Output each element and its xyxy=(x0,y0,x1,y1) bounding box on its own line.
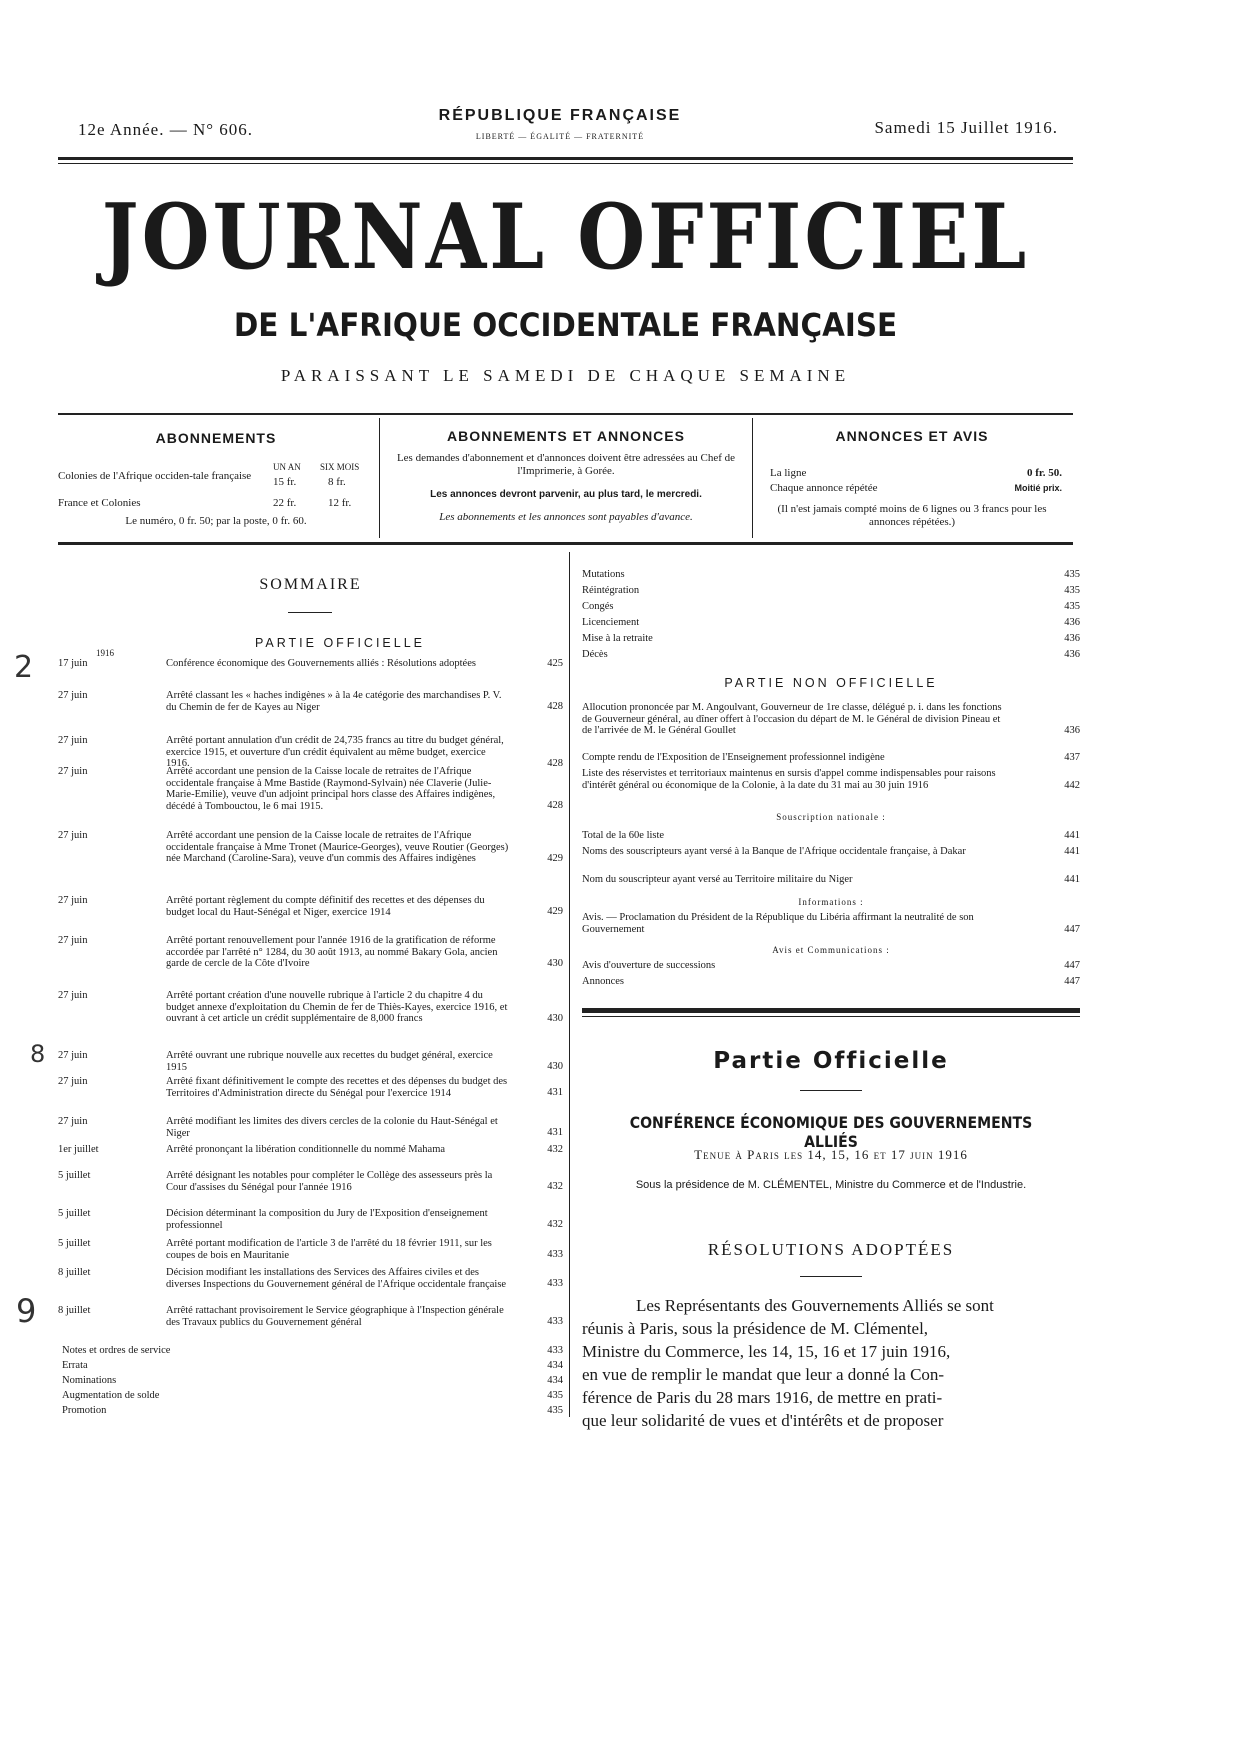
sommaire-underline xyxy=(288,612,332,613)
abonnements-box xyxy=(58,420,374,527)
col-un-an: UN AN xyxy=(273,462,301,472)
right-entry-page: 436 xyxy=(1064,617,1080,628)
column-divider xyxy=(569,552,570,1417)
right-entry-page: 435 xyxy=(1064,569,1080,580)
non-officielle-entry xyxy=(582,768,1080,791)
abonnements-annonces-heading: ABONNEMENTS ET ANNONCES xyxy=(447,428,685,444)
avis-entry xyxy=(582,960,1080,972)
entry-date: 27 juin xyxy=(58,690,88,701)
souscription-entry xyxy=(582,830,1080,842)
entry-text: Arrêté accordant une pension de la Caisse locale de retraites de l'Afrique occidentale française à Mme Bastide (Raymond-Sylvain) née Claverie (Julie-Marie-Emilie), veuve d'un adjoint principal hors classe des Affaires indigènes, décédé à Tombouctou, le 6 mai 1915. xyxy=(166,766,496,812)
souscription-entry-text: Noms des souscripteurs ayant versé à la Banque de l'Afrique occidentale française, à Dakar xyxy=(582,846,966,857)
souscription-entry-text: Nom du souscripteur ayant versé au Territoire militaire du Niger xyxy=(582,874,853,885)
issue-date: Samedi 15 Juillet 1916. xyxy=(874,118,1058,137)
handwritten-mark-8: 8 xyxy=(30,1040,46,1068)
simple-page: 434 xyxy=(547,1375,563,1386)
souscription-entry-page: 441 xyxy=(1064,830,1080,841)
row-france-un-an: 22 fr. xyxy=(273,497,297,509)
ligne-price: 0 fr. 50. xyxy=(1026,467,1062,479)
masthead-rule-top xyxy=(58,157,1073,160)
demandes-text: Les demandes d'abonnement et d'annonces doivent être adressées au Chef de l'Imprimerie, à Gorée. xyxy=(396,452,736,477)
informations-entry-page: 447 xyxy=(1064,923,1080,935)
right-entry-text: Mutations xyxy=(582,569,625,580)
avis-entry-page: 447 xyxy=(1064,976,1080,987)
avis-entry-page: 447 xyxy=(1064,960,1080,971)
simple-page: 433 xyxy=(547,1345,563,1356)
entry-date: 5 juillet xyxy=(58,1170,91,1181)
republic-heading: RÉPUBLIQUE FRANÇAISE xyxy=(438,107,682,124)
non-officielle-entry-text: Compte rendu de l'Exposition de l'Enseignement professionnel indigène xyxy=(582,752,885,763)
entry-page: 433 xyxy=(547,1278,563,1289)
entry-text: Arrêté portant annulation d'un crédit de 24,735 francs au titre du budget général, exercice 1915, et ouverture d'un crédit équivalent au même budget, exercice 1916. xyxy=(166,735,504,769)
entry-date: 27 juin xyxy=(58,766,88,777)
non-officielle-entry xyxy=(582,752,1080,764)
right-entry-text: Mise à la retraite xyxy=(582,633,653,644)
non-officielle-entry-text: Liste des réservistes et territoriaux maintenus en sursis d'appel comme indispensables pour raisons d'intérêt général ou économique de la Colonie, à la date du 31 mai au 30 juin 1916 xyxy=(582,768,996,791)
issue-number: 12e Année. — N° 606. xyxy=(78,120,254,139)
right-entry-text: Décès xyxy=(582,649,608,660)
non-officielle-entry xyxy=(582,702,1080,737)
numero-price: Le numéro, 0 fr. 50; par la poste, 0 fr. 60. xyxy=(125,515,307,527)
non-officielle-entry-page: 436 xyxy=(1064,725,1080,736)
entry-date: 27 juin xyxy=(58,1076,88,1087)
entry-date: 27 juin xyxy=(58,935,88,946)
journal-title: JOURNAL OFFICIEL xyxy=(101,185,1030,290)
right-entry xyxy=(582,617,1080,629)
repetee-price: Moitié prix. xyxy=(1014,483,1062,493)
right-entry-page: 436 xyxy=(1064,633,1080,644)
col-six-mois: SIX MOIS xyxy=(320,462,360,472)
annonces-note: (Il n'est jamais compté moins de 6 lignes ou 3 francs pour les annonces répétées.) xyxy=(777,503,1047,528)
article-line: en vue de remplir le mandat que leur a donné la Con- xyxy=(582,1365,945,1384)
annonces-deadline: Les annonces devront parvenir, au plus tard, le mercredi. xyxy=(430,489,702,500)
simple-text: Nominations xyxy=(62,1375,117,1386)
entry-date: 17 juin xyxy=(58,658,88,669)
entry-date: 5 juillet xyxy=(58,1238,91,1249)
avis-entry-text: Avis d'ouverture de successions xyxy=(582,960,716,971)
journal-subtitle: DE L'AFRIQUE OCCIDENTALE FRANÇAISE xyxy=(233,306,898,344)
entry-date: 5 juillet xyxy=(58,1208,91,1219)
informations-heading: Informations : xyxy=(798,897,864,907)
article-line: Ministre du Commerce, les 14, 15, 16 et 17 juin 1916, xyxy=(582,1342,951,1361)
entry-page: 433 xyxy=(547,1316,563,1327)
souscription-entry-page: 441 xyxy=(1064,846,1080,857)
handwritten-mark-9: 9 xyxy=(16,1292,37,1330)
right-entry-page: 435 xyxy=(1064,585,1080,596)
box-divider-left xyxy=(379,418,380,538)
non-officielle-entry-page: 442 xyxy=(1064,779,1080,791)
handwritten-mark-2: 2 xyxy=(14,650,34,685)
sommaire-heading: SOMMAIRE xyxy=(259,576,362,593)
souscription-entry-text: Total de la 60e liste xyxy=(582,830,665,841)
repetee-label: Chaque annonce répétée xyxy=(770,482,878,494)
right-entry-text: Licenciement xyxy=(582,617,640,628)
entry-page: 428 xyxy=(547,800,563,811)
simple-page: 435 xyxy=(547,1405,563,1416)
row-colonies-label: Colonies de l'Afrique occiden-tale française xyxy=(58,470,252,482)
souscription-heading: Souscription nationale : xyxy=(776,812,886,822)
ligne-label: La ligne xyxy=(770,467,807,479)
avis-entry xyxy=(582,976,1080,988)
article-line: que leur solidarité de vues et d'intérêts et de proposer xyxy=(582,1411,944,1430)
toc-end-rule-thick xyxy=(582,1008,1080,1013)
entry-page: 430 xyxy=(547,1013,563,1024)
right-entry xyxy=(582,633,1080,645)
right-entry-page: 436 xyxy=(1064,649,1080,660)
right-entry-text: Congés xyxy=(582,601,614,612)
entry-text: Décision déterminant la composition du Jury de l'Exposition d'enseignement professionnel xyxy=(166,1208,488,1231)
sommaire-year: 1916 xyxy=(96,648,114,658)
entry-text: Arrêté fixant définitivement le compte des recettes et des dépenses du budget des Territoires d'Administration directe du Sénégal pour l'exercice 1914 xyxy=(166,1076,508,1099)
entry-text: Arrêté ouvrant une rubrique nouvelle aux recettes du budget général, exercice 1915 xyxy=(166,1050,493,1073)
republic-motto: LIBERTÉ — ÉGALITÉ — FRATERNITÉ xyxy=(475,132,645,141)
souscription-entry-page: 441 xyxy=(1064,874,1080,885)
entry-text: Arrêté portant renouvellement pour l'année 1916 de la gratification de réforme accordée par l'arrêté n° 1284, du 30 août 1913, au nommé Bakary Gola, ancien garde de cercle de la Côte d'Ivoire xyxy=(166,935,498,969)
entry-text: Arrêté portant modification de l'article 3 de l'arrêté du 18 février 1911, sur les coupes de bois en Mauritanie xyxy=(166,1238,492,1261)
row-colonies-six-mois: 8 fr. xyxy=(328,476,346,488)
row-france-label: France et Colonies xyxy=(58,497,141,509)
entry-text: Arrêté classant les « haches indigènes » à la 4e catégorie des marchandises P. V. du Chemin de fer de Kayes au Niger xyxy=(166,690,502,713)
box-divider-right xyxy=(752,418,753,538)
entry-text: Arrêté portant règlement du compte définitif des recettes et des dépenses du budget local du Haut-Sénégal et Niger, exercice 1914 xyxy=(166,895,485,918)
conference-dates: Tenue à Paris les 14, 15, 16 et 17 juin 1916 xyxy=(694,1147,968,1162)
right-entry xyxy=(582,601,1080,613)
journal-tagline: PARAISSANT LE SAMEDI DE CHAQUE SEMAINE xyxy=(280,366,851,385)
row-france-six-mois: 12 fr. xyxy=(328,497,352,509)
informations-entry xyxy=(582,912,1080,935)
entry-date: 27 juin xyxy=(58,990,88,1001)
partie-officielle-heading: PARTIE OFFICIELLE xyxy=(254,636,425,650)
entry-page: 428 xyxy=(547,758,563,769)
partie-non-officielle-heading: PARTIE NON OFFICIELLE xyxy=(724,676,938,690)
entry-page: 433 xyxy=(547,1249,563,1260)
simple-text: Promotion xyxy=(62,1405,107,1416)
entry-text: Arrêté accordant une pension de la Caisse locale de retraites de l'Afrique occidentale française à Mme Tronet (Maurice-Georges), veuve Routier (Georges) née Marchand (Caroline-Sara), veuve d'un commis des Affaires indigènes xyxy=(166,830,509,864)
resolutions-underline xyxy=(800,1276,862,1277)
simple-text: Augmentation de solde xyxy=(62,1390,160,1401)
entry-page: 431 xyxy=(547,1127,563,1138)
entry-page: 425 xyxy=(547,658,563,669)
non-officielle-entry-text: Allocution prononcée par M. Angoulvant, Gouverneur de 1re classe, délégué p. i. dans les fonctions de Gouverneur général, au dîner offert à l'occasion du départ de M. le Général de division Pineau et de l'arrivée de M. le Général Goullet xyxy=(582,702,1002,736)
annonces-avis-heading: ANNONCES ET AVIS xyxy=(835,428,989,444)
entry-text: Conférence économique des Gouvernements alliés : Résolutions adoptées xyxy=(166,658,476,669)
row-colonies-un-an: 15 fr. xyxy=(273,476,297,488)
entry-text: Arrêté désignant les notables pour compléter le Collège des assesseurs près la Cour d'assises du Sénégal pour l'année 1916 xyxy=(166,1170,493,1193)
entry-page: 428 xyxy=(547,701,563,712)
entry-page: 432 xyxy=(547,1181,563,1192)
partie-officielle-title: Partie Officielle xyxy=(713,1048,949,1074)
non-officielle-entry-page: 437 xyxy=(1064,752,1080,763)
right-entry-page: 435 xyxy=(1064,601,1080,612)
entry-date: 27 juin xyxy=(58,1050,88,1061)
entry-page: 431 xyxy=(547,1087,563,1098)
toc-end-rule-thin xyxy=(582,1016,1080,1017)
partie-underline xyxy=(800,1090,862,1091)
entry-page: 430 xyxy=(547,1061,563,1072)
payables-text: Les abonnements et les annonces sont payables d'avance. xyxy=(439,511,693,523)
box-rule-bottom xyxy=(58,542,1073,545)
abonnements-annonces-box xyxy=(385,420,747,524)
article-line: réunis à Paris, sous la présidence de M. Clémentel, xyxy=(582,1319,929,1338)
entry-page: 432 xyxy=(547,1219,563,1230)
entry-page: 429 xyxy=(547,853,563,864)
conference-heading: CONFÉRENCE ÉCONOMIQUE DES GOUVERNEMENTS ALLIÉS xyxy=(629,1113,1033,1151)
souscription-entry xyxy=(582,874,1080,886)
article-line: férence de Paris du 28 mars 1916, de mettre en prati- xyxy=(582,1388,943,1407)
entry-date: 8 juillet xyxy=(58,1267,91,1278)
avis-entry-text: Annonces xyxy=(582,976,624,987)
right-entry xyxy=(582,649,1080,661)
entry-page: 429 xyxy=(547,906,563,917)
simple-page: 435 xyxy=(547,1390,563,1401)
informations-entry-text: Avis. — Proclamation du Président de la République du Libéria affirmant la neutralité de son Gouvernement xyxy=(582,912,974,935)
avis-heading: Avis et Communications : xyxy=(772,945,890,955)
entry-text: Arrêté modifiant les limites des divers cercles de la colonie du Haut-Sénégal et Niger xyxy=(166,1116,498,1139)
entry-text: Arrêté portant création d'une nouvelle rubrique à l'article 2 du chapitre 4 du budget annexe d'exploitation du Chemin de fer de Thiès-Kayes, exercice 1916, et ouvrant à cet article un crédit supplémentaire de 8,000 francs xyxy=(166,990,508,1024)
entry-text: Arrêté rattachant provisoirement le Service géographique à l'Inspection générale des Travaux publics du Gouvernement général xyxy=(166,1305,504,1328)
entry-date: 1er juillet xyxy=(58,1144,99,1155)
entry-text: Décision modifiant les installations des Services des Affaires civiles et des diverses Inspections du Gouvernement général de l'Afrique occidentale française xyxy=(166,1267,507,1290)
right-entry xyxy=(582,585,1080,597)
masthead-rule-thin xyxy=(58,163,1073,164)
right-entry-text: Réintégration xyxy=(582,585,640,596)
entry-date: 8 juillet xyxy=(58,1305,91,1316)
article-line: Les Représentants des Gouvernements Alliés se sont xyxy=(636,1296,994,1315)
resolutions-heading: RÉSOLUTIONS ADOPTÉES xyxy=(707,1240,955,1259)
conference-presidence: Sous la présidence de M. CLÉMENTEL, Ministre du Commerce et de l'Industrie. xyxy=(635,1179,1027,1191)
souscription-entry xyxy=(582,846,1080,858)
box-rule-top xyxy=(58,413,1073,415)
entry-text: Arrêté prononçant la libération conditionnelle du nommé Mahama xyxy=(166,1144,446,1155)
simple-page: 434 xyxy=(547,1360,563,1371)
right-entry xyxy=(582,569,1080,581)
entry-page: 432 xyxy=(547,1144,563,1155)
simple-text: Notes et ordres de service xyxy=(62,1345,171,1356)
entry-date: 27 juin xyxy=(58,1116,88,1127)
entry-date: 27 juin xyxy=(58,735,88,746)
abonnements-heading: ABONNEMENTS xyxy=(155,430,277,446)
simple-text: Errata xyxy=(62,1360,88,1371)
entry-date: 27 juin xyxy=(58,895,88,906)
entry-date: 27 juin xyxy=(58,830,88,841)
entry-page: 430 xyxy=(547,958,563,969)
annonces-avis-box xyxy=(762,420,1062,528)
